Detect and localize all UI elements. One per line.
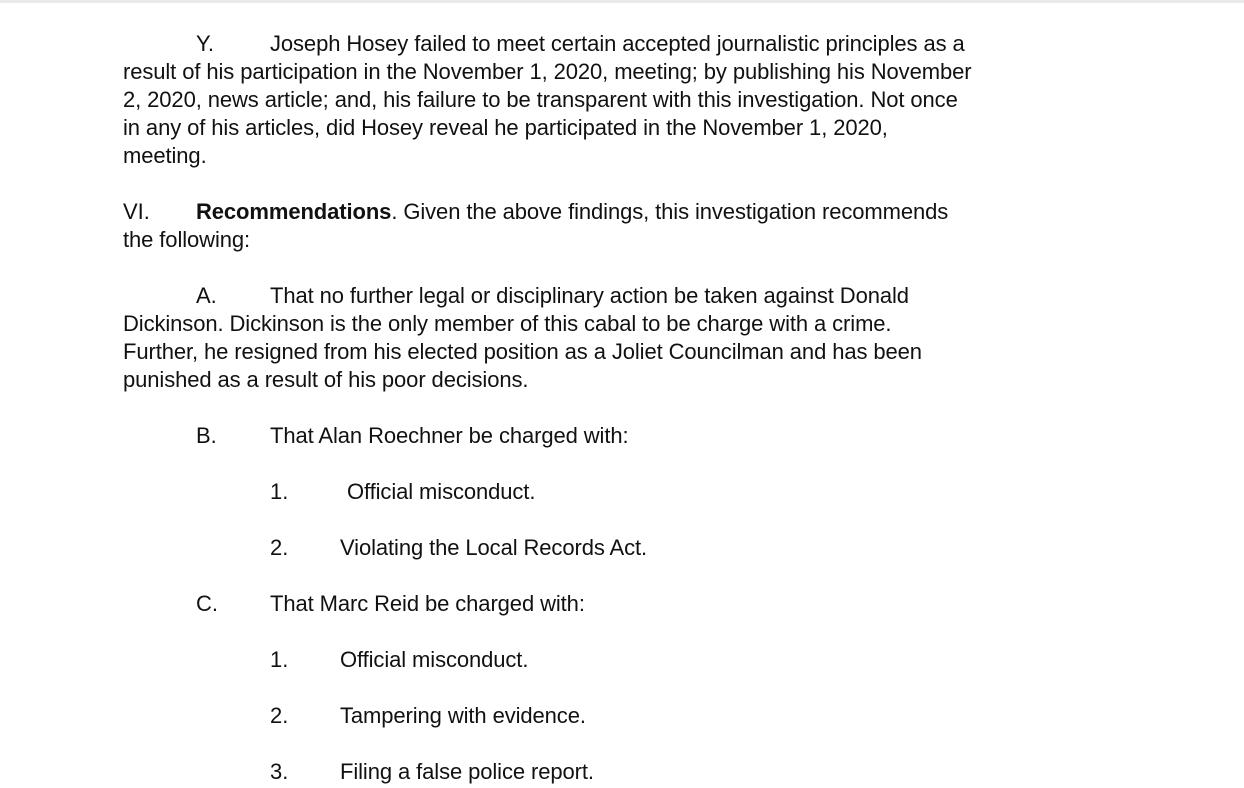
paragraph-y-line-3: 2, 2020, news article; and, his failure to be transparent with this investigation. Not once: [123, 87, 958, 112]
item-a-line-3: Further, he resigned from his elected position as a Joliet Councilman and has been: [123, 339, 922, 364]
item-a-line-2: Dickinson. Dickinson is the only member of this cabal to be charge with a crime.: [123, 311, 892, 336]
paragraph-y-line-2: result of his participation in the November 1, 2020, meeting; by publishing his November: [123, 59, 972, 84]
item-b-marker: B.: [196, 423, 217, 448]
item-c-text: That Marc Reid be charged with:: [270, 591, 585, 616]
item-b-sub-1-number: 1.: [270, 479, 289, 504]
item-c-sub-2-number: 2.: [270, 703, 289, 728]
page-top-edge: [0, 0, 1244, 3]
item-a-line-4: punished as a result of his poor decisions.: [123, 367, 529, 392]
item-b-sub-1-text: Official misconduct.: [347, 479, 536, 504]
section-vi-heading-rest: . Given the above findings, this investigation recommends: [391, 199, 949, 224]
section-vi-marker: VI.: [123, 199, 150, 224]
item-a-marker: A.: [196, 283, 217, 308]
section-vi-line-2: the following:: [123, 227, 251, 252]
item-c-sub-3-text: Filing a false police report.: [340, 759, 594, 784]
item-b-sub-2-number: 2.: [270, 535, 289, 560]
item-c-sub-1-text: Official misconduct.: [340, 647, 529, 672]
paragraph-y-line-1: Joseph Hosey failed to meet certain accepted journalistic principles as a: [270, 31, 965, 56]
item-a-line-1: That no further legal or disciplinary action be taken against Donald: [270, 283, 909, 308]
paragraph-y-line-4: in any of his articles, did Hosey reveal he participated in the November 1, 2020,: [123, 115, 888, 140]
paragraph-y-line-5: meeting.: [123, 143, 207, 168]
item-b-sub-2-text: Violating the Local Records Act.: [340, 535, 648, 560]
item-b-text: That Alan Roechner be charged with:: [270, 423, 629, 448]
item-c-sub-2-text: Tampering with evidence.: [340, 703, 586, 728]
item-c-marker: C.: [196, 591, 218, 616]
section-vi-line-1: [196, 198, 948, 226]
item-c-sub-1-number: 1.: [270, 647, 289, 672]
item-c-sub-3-number: 3.: [270, 759, 289, 784]
paragraph-y-marker: Y.: [196, 31, 214, 56]
section-vi-heading: Recommendations: [196, 199, 392, 224]
